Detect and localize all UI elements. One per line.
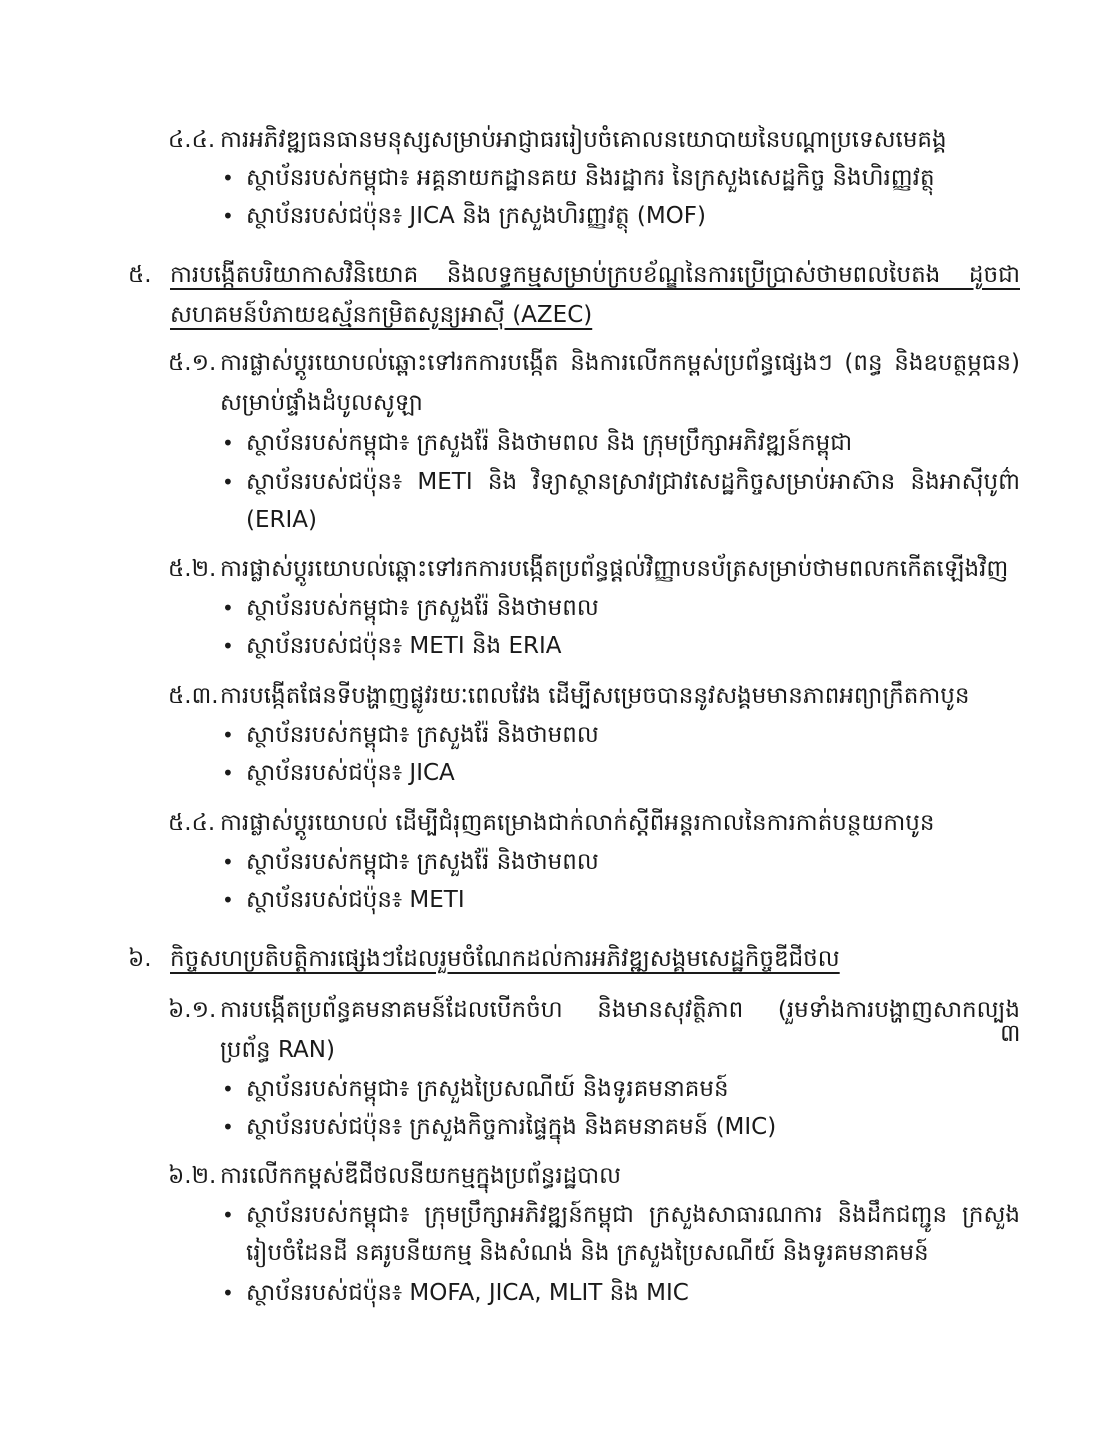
subsection-title-continued: ប្រព័ន្ធ RAN) [220,1037,335,1063]
subsection-number: ៥.១. [168,350,217,376]
subsection-title: ការបង្កើតប្រព័ន្ធគមនាគមន៍ដែលបើកចំហ និងមានសុវត្ថិភាព (រួមទាំងការបង្ហាញសាកល្បង [220,997,1020,1023]
bullet-icon: • [222,204,234,228]
subsection-number: ៤.៤. [168,127,216,153]
bullet-text: ស្ថាប័នរបស់ជប៉ុន៖ METI និង វិទ្យាស្ថានស្រាវជ្រាវសេដ្ឋកិច្ចសម្រាប់អាស៊ាន និងអាស៊ីបូព៌ា [246,469,1020,495]
bullet-text: ស្ថាប័នរបស់កម្ពុជា៖ ក្រសួងរ៉ែ និងថាមពល [246,849,599,875]
bullet-text: ស្ថាប័នរបស់ជប៉ុន៖ METI [246,887,465,913]
bullet-icon: • [222,850,234,874]
bullet-text: ស្ថាប័នរបស់ជប៉ុន៖ ក្រសួងកិច្ចការផ្ទៃក្នុង និងគមនាគមន៍ (MIC) [246,1114,777,1140]
bullet-text: ស្ថាប័នរបស់ជប៉ុន៖ JICA [246,760,455,786]
subsection-title: ការផ្លាស់ប្តូរយោបល់ឆ្ពោះទៅរកការបង្កើត និងការលើកកម្ពស់ប្រព័ន្ធផ្សេងៗ (ពន្ធ និងឧបត្ថម្ភធន) [220,350,1020,376]
subsection-number: ៥.៤. [168,810,216,836]
bullet-text: ស្ថាប័នរបស់កម្ពុជា៖ ក្រសួងប្រៃសណីយ៍ និងទូរគមនាគមន៍ [246,1076,729,1102]
subsection-title: ការផ្លាស់ប្តូរយោបល់ឆ្ពោះទៅរកការបង្កើតប្រព័ន្ធផ្តល់វិញ្ញាបនប័ត្រសម្រាប់ថាមពលកកើតឡើងវិញ [220,556,1009,582]
bullet-icon: • [222,888,234,912]
bullet-icon: • [222,166,234,190]
subsection-title: ការលើកកម្ពស់ឌីជីថលនីយកម្មក្នុងប្រព័ន្ធរដ្ឋបាល [220,1163,622,1189]
subsection-title-continued: សម្រាប់ផ្ទាំងដំបូលសូឡា [220,390,423,416]
section-number: ៥. [128,262,152,288]
subsection-number: ៥.៣. [168,683,219,709]
bullet-icon: • [222,761,234,785]
bullet-icon: • [222,723,234,747]
bullet-text: ស្ថាប័នរបស់ជប៉ុន៖ JICA និង ក្រសួងហិរញ្ញវត្ថុ (MOF) [246,203,706,229]
bullet-icon: • [222,1115,234,1139]
bullet-icon: • [222,1203,234,1227]
bullet-icon: • [222,596,234,620]
bullet-icon: • [222,634,234,658]
bullet-text-continued: (ERIA) [246,507,317,533]
page-number: ៣ [1000,1019,1021,1047]
section-title: ការបង្កើតបរិយាកាសវិនិយោគ និងលទ្ធកម្មសម្រាប់ក្របខ័ណ្ឌនៃការប្រើប្រាស់ថាមពលបៃតង ដូចជា [170,262,1020,288]
subsection-title: ការផ្លាស់ប្តូរយោបល់ ដើម្បីជំរុញគម្រោងជាក់លាក់ស្តីពីអន្តរកាលនៃការកាត់បន្ថយកាបូន [220,810,935,836]
bullet-text: ស្ថាប័នរបស់កម្ពុជា៖ អគ្គនាយកដ្ឋានគយ និងរដ្ឋាករ នៃក្រសួងសេដ្ឋកិច្ច និងហិរញ្ញវត្ថុ [246,165,935,191]
section-title: កិច្ចសហប្រតិបត្តិការផ្សេងៗដែលរួមចំណែកដល់ការអភិវឌ្ឍសង្គមសេដ្ឋកិច្ចឌីជីថល [170,946,840,972]
bullet-icon: • [222,431,234,455]
bullet-text: ស្ថាប័នរបស់ជប៉ុន៖ MOFA, JICA, MLIT និង MIC [246,1280,689,1306]
bullet-text: ស្ថាប័នរបស់កម្ពុជា៖ ក្រសួងរ៉ែ និងថាមពល និង ក្រុមប្រឹក្សាអភិវឌ្ឍន៍កម្ពុជា [246,430,853,456]
bullet-text: ស្ថាប័នរបស់កម្ពុជា៖ ក្រុមប្រឹក្សាអភិវឌ្ឍន៍កម្ពុជា ក្រសួងសាធារណការ និងដឹកជញ្ជូន ក្រសួង [246,1202,1020,1228]
subsection-number: ៥.២. [168,556,217,582]
bullet-text-continued: រៀបចំដែនដី នគរូបនីយកម្ម និងសំណង់ និង ក្រសួងប្រៃសណីយ៍ និងទូរគមនាគមន៍ [246,1240,929,1266]
section-title-continued: សហគមន៍បំភាយឧស្ម័នកម្រិតសូន្យអាស៊ី (AZEC) [170,302,593,328]
bullet-icon: • [222,1077,234,1101]
bullet-text: ស្ថាប័នរបស់ជប៉ុន៖ METI និង ERIA [246,633,562,659]
subsection-title: ការបង្កើតផែនទីបង្ហាញផ្លូវរយៈពេលវែង ដើម្បីសម្រេចបាននូវសង្គមមានភាពអព្យាក្រឹតកាបូន [220,683,970,709]
bullet-icon: • [222,1281,234,1305]
bullet-text: ស្ថាប័នរបស់កម្ពុជា៖ ក្រសួងរ៉ែ និងថាមពល [246,722,599,748]
subsection-number: ៦.១. [168,997,217,1023]
section-number: ៦. [128,946,152,972]
bullet-icon: • [222,470,234,494]
subsection-number: ៦.២. [168,1163,217,1189]
bullet-text: ស្ថាប័នរបស់កម្ពុជា៖ ក្រសួងរ៉ែ និងថាមពល [246,595,599,621]
subsection-title: ការអភិវឌ្ឍធនធានមនុស្សសម្រាប់អាជ្ញាធររៀបចំគោលនយោបាយនៃបណ្តាប្រទេសមេគង្គ [220,127,947,153]
